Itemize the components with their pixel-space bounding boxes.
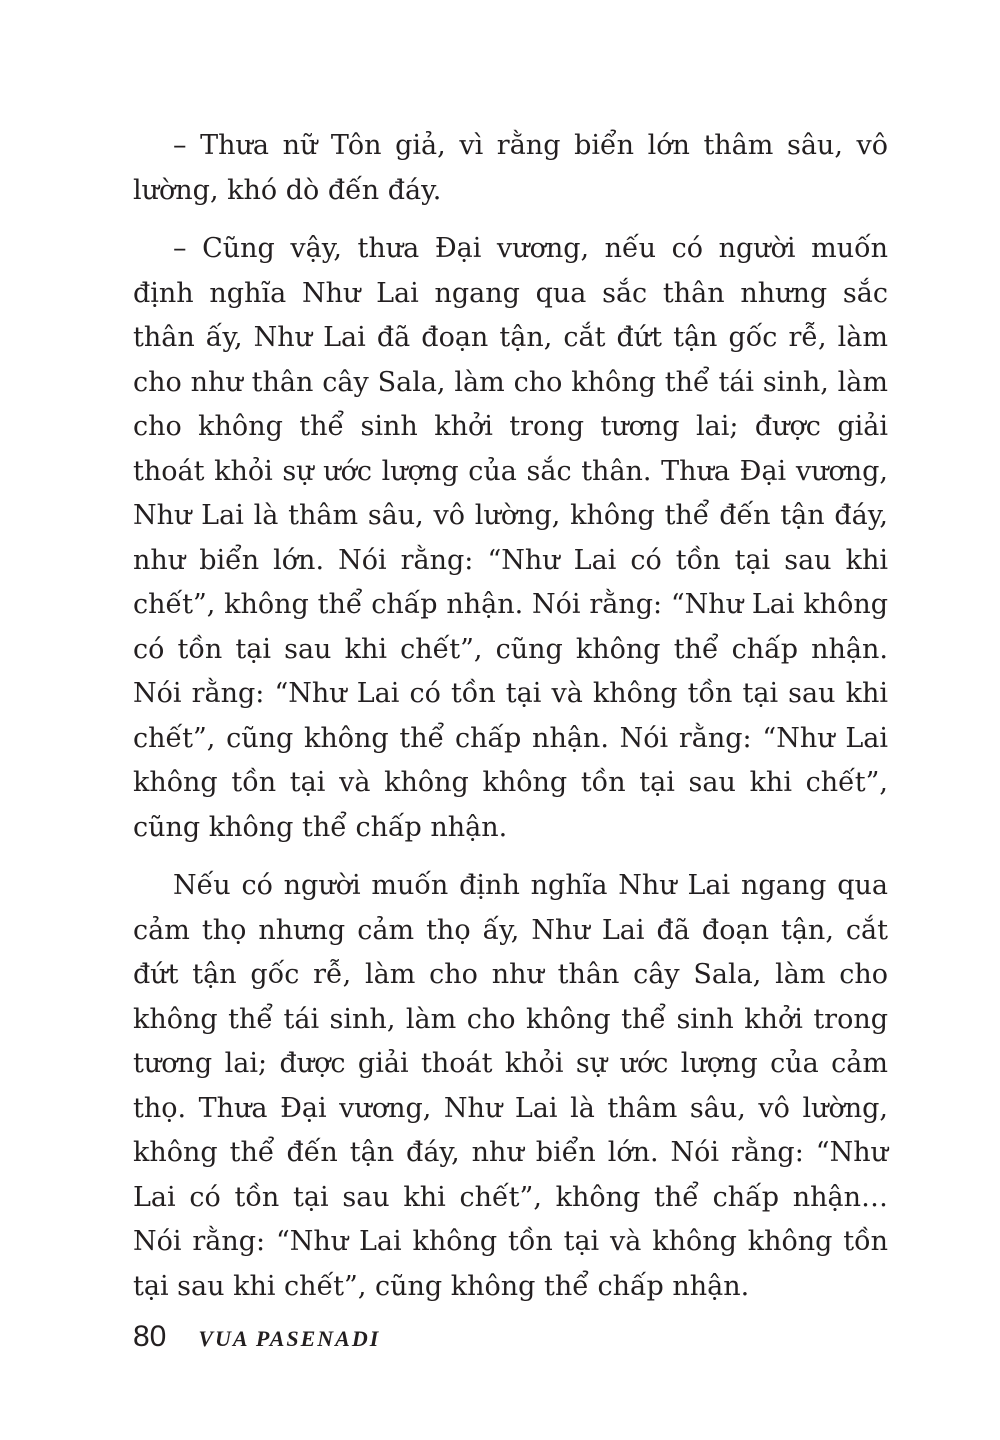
page-footer <box>133 1320 380 1360</box>
running-title: VUA PASENADI <box>198 1326 381 1351</box>
paragraph-1: – Thưa nữ Tôn giả, vì rằng biển lớn thâm sâu, vô lường, khó dò đến đáy. <box>133 130 888 206</box>
page-number: 80 <box>133 1320 167 1353</box>
paragraph-2: – Cũng vậy, thưa Đại vương, nếu có người muốn định nghĩa Như Lai ngang qua sắc thân nhưng sắc thân ấy, Như Lai đã đoạn tận, cắt đứt tận gốc rễ, làm cho như thân cây Sala, làm cho không thể tái sinh, làm cho không thể sinh khởi trong tương lai; được giải thoát khỏi sự ước lượng của sắc thân. Thưa Đại vương, Như Lai là thâm sâu, vô lường, không thể đến tận đáy, như biển lớn. Nói rằng: “Như Lai có tồn tại sau khi chết”, không thể chấp nhận. Nói rằng: “Như Lai không có tồn tại sau khi chết”, cũng không thể chấp nhận. Nói rằng: “Như Lai có tồn tại và không tồn tại sau khi chết”, cũng không thể chấp nhận. Nói rằng: “Như Lai không tồn tại và không không tồn tại sau khi chết”, cũng không thể chấp nhận. <box>133 233 888 843</box>
body-text <box>133 124 888 1323</box>
paragraph-3: Nếu có người muốn định nghĩa Như Lai ngang qua cảm thọ nhưng cảm thọ ấy, Như Lai đã đoạn tận, cắt đứt tận gốc rễ, làm cho như thân cây Sala, làm cho không thể tái sinh, làm cho không thể sinh khởi trong tương lai; được giải thoát khỏi sự ước lượng của cảm thọ. Thưa Đại vương, Như Lai là thâm sâu, vô lường, không thể đến tận đáy, như biển lớn. Nói rằng: “Như Lai có tồn tại sau khi chết”, không thể chấp nhận… Nói rằng: “Như Lai không tồn tại và không không tồn tại sau khi chết”, cũng không thể chấp nhận. <box>133 870 888 1302</box>
